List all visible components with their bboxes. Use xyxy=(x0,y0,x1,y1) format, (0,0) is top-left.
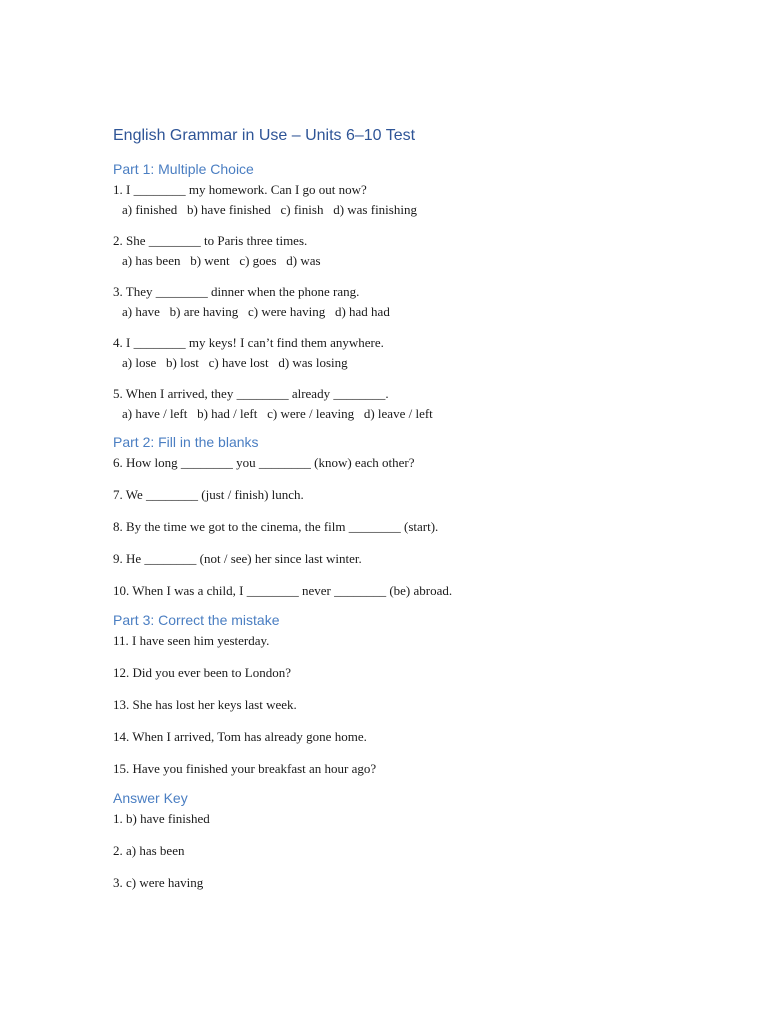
section-heading-answer-key: Answer Key xyxy=(113,790,188,806)
correction-item: 15. Have you finished your breakfast an hour ago? xyxy=(113,761,377,776)
question-item xyxy=(113,180,713,219)
fill-blank-item: 8. By the time we got to the cinema, the film ________ (start). xyxy=(113,519,439,534)
fill-blank-item: 7. We ________ (just / finish) lunch. xyxy=(113,487,304,502)
answer-key-items xyxy=(113,809,713,893)
fill-blank-item: 6. How long ________ you ________ (know) each other? xyxy=(113,455,415,470)
answer-item: 1. b) have finished xyxy=(113,811,210,826)
question-options: a) finished b) have finished c) finish d) was finishing xyxy=(122,202,417,217)
question-options: a) have / left b) had / left c) were / leaving d) leave / left xyxy=(122,406,433,421)
question-text: 3. They ________ dinner when the phone rang. xyxy=(113,284,360,299)
section-heading-part2: Part 2: Fill in the blanks xyxy=(113,434,259,450)
question-item xyxy=(113,333,713,372)
section-heading-part3: Part 3: Correct the mistake xyxy=(113,612,280,628)
correction-item: 14. When I arrived, Tom has already gone home. xyxy=(113,729,367,744)
part1-questions xyxy=(113,180,713,423)
section-heading-part1: Part 1: Multiple Choice xyxy=(113,161,254,177)
question-item xyxy=(113,282,713,321)
fill-blank-item: 10. When I was a child, I ________ never ________ (be) abroad. xyxy=(113,583,453,598)
question-item xyxy=(113,384,713,423)
question-options: a) have b) are having c) were having d) had had xyxy=(122,304,390,319)
answer-item: 3. c) were having xyxy=(113,875,204,890)
question-text: 5. When I arrived, they ________ already ________. xyxy=(113,386,389,401)
question-options: a) has been b) went c) goes d) was xyxy=(122,253,321,268)
question-options: a) lose b) lost c) have lost d) was losing xyxy=(122,355,348,370)
fill-blank-item: 9. He ________ (not / see) her since last winter. xyxy=(113,551,362,566)
document-title: English Grammar in Use – Units 6–10 Test xyxy=(113,127,416,144)
correction-item: 12. Did you ever been to London? xyxy=(113,665,291,680)
question-text: 4. I ________ my keys! I can’t find them anywhere. xyxy=(113,335,384,350)
question-item xyxy=(113,231,713,270)
part2-items xyxy=(113,453,713,601)
correction-item: 11. I have seen him yesterday. xyxy=(113,633,270,648)
correction-item: 13. She has lost her keys last week. xyxy=(113,697,297,712)
answer-item: 2. a) has been xyxy=(113,843,185,858)
question-text: 1. I ________ my homework. Can I go out now? xyxy=(113,182,367,197)
question-text: 2. She ________ to Paris three times. xyxy=(113,233,308,248)
part3-items xyxy=(113,631,713,779)
document-content xyxy=(113,126,713,905)
